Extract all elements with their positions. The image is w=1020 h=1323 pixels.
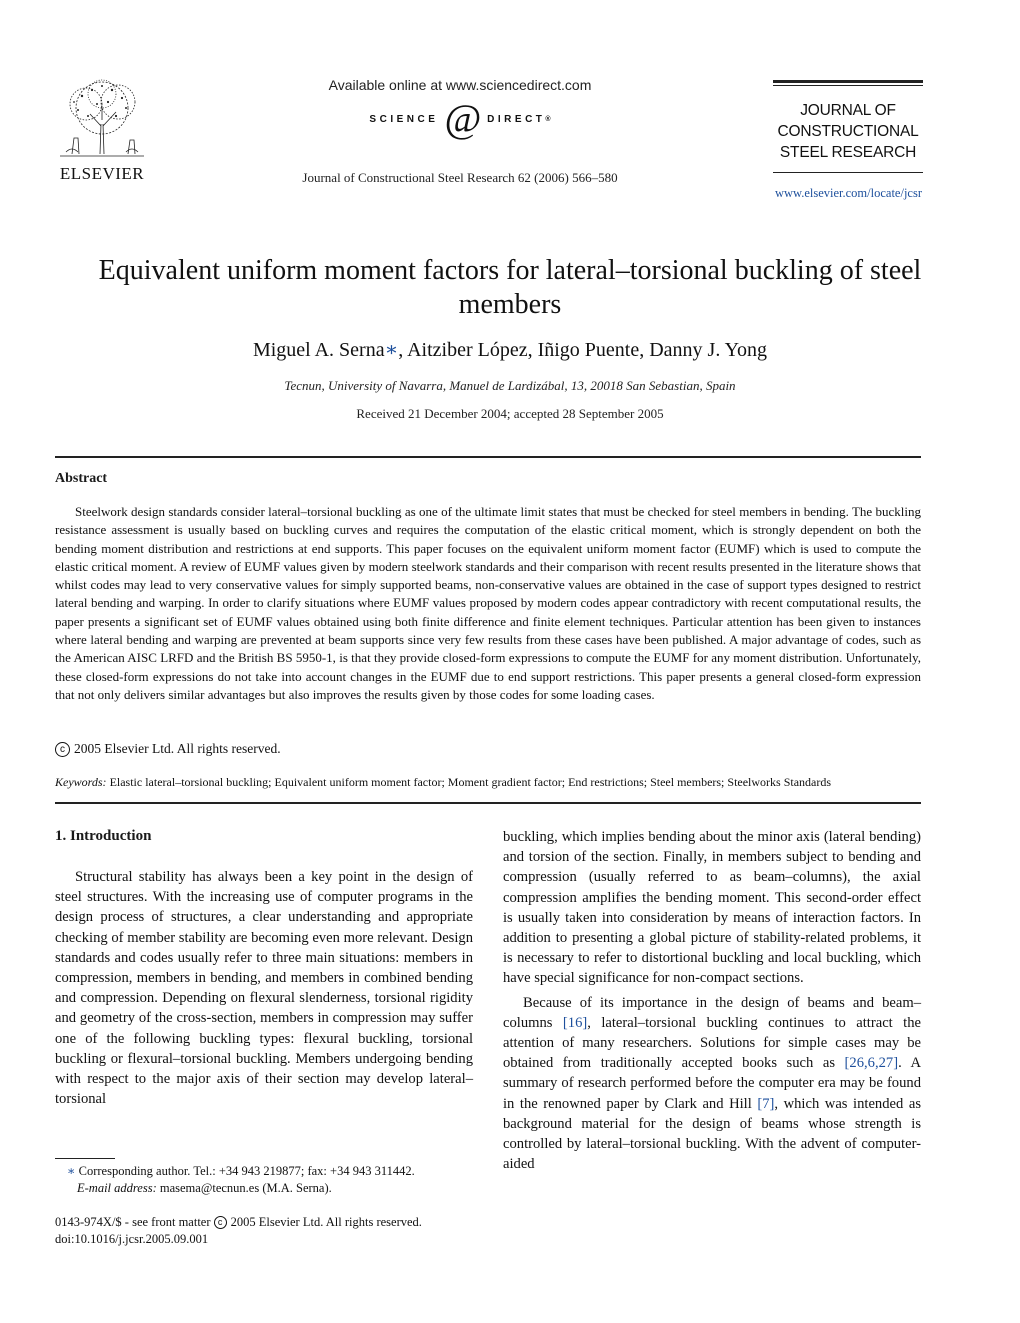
footnote-corresponding (55, 1163, 485, 1180)
sciencedirect-logo (300, 96, 620, 141)
elsevier-tree-icon (52, 76, 152, 162)
abstract-heading: Abstract (55, 471, 108, 486)
journal-top-rule (773, 80, 923, 83)
sd-science-text: SCIENCE (369, 113, 439, 125)
intro-paragraph-1-continued: buckling, which implies bending about the minor axis (lateral bending) and torsion of the section. Finally, in members subject to bending and compression (usually referred to as beam–columns), the axial compression amplifies the bending moment. This second-order effect is usually taken into consideration by means of interaction factors. In addition to presenting a global picture of stability-related problems, it is necessary to refer to distortional buckling and local buckling, which have special significance for non-compact sections. (503, 829, 921, 987)
keywords-list: Elastic lateral–torsional buckling; Equivalent uniform moment factor; Moment gradient factor; End restrictions; Steel members; Steelworks Standards (109, 775, 832, 789)
journal-citation: Journal of Constructional Steel Research 62 (2006) 566–580 (302, 170, 618, 185)
para2-text-b: , lateral–torsional buckling continues to attract the attention of many researchers. Solutions for simple cases may be obtained from traditionally accepted books such as (503, 1014, 921, 1072)
corresponding-author-link[interactable]: ∗ (384, 339, 399, 361)
email-label: E-mail address: (77, 1181, 157, 1195)
abstract-bottom-rule (55, 802, 921, 804)
left-column (55, 867, 473, 1109)
footnote-email (55, 1180, 485, 1197)
para2-text-c: . A summary of research performed before the computer era may be found in the renowned paper by Clark and Hill (503, 1055, 921, 1112)
journal-bottom-rule (773, 172, 923, 173)
sd-at-icon: @ (444, 96, 482, 141)
copyright-icon: c (55, 742, 70, 757)
author-serna: Miguel A. Serna (252, 339, 385, 361)
section-heading-introduction: 1. Introduction (55, 828, 152, 844)
available-online-text: Available online at www.sciencedirect.com (328, 77, 592, 93)
keywords (55, 775, 921, 790)
keywords-label: Keywords: (55, 775, 107, 789)
publisher-wordmark: ELSEVIER (59, 164, 145, 183)
received-dates: Received 21 December 2004; accepted 28 September 2005 (356, 406, 664, 421)
intro-paragraph-1: Structural stability has always been a key point in the design of steel structures. With the increasing use of computer programs in the design process of structures, a clear understanding and appropriate checking of member stability are becoming even more relevant. Design standards and codes usually refer to three main situations: members in compression, members in bending, and members in combined bending and compression. Depending on flexural slenderness, torsional rigidity and geometry of the cross-section, members in compression may suffer one of the following buckling types: flexural buckling, torsional buckling or flexural–torsional buckling. Members undergoing bending with respect to the major axis of their section may develop lateral–torsional (55, 869, 473, 1108)
journal-name (773, 100, 923, 163)
journal-name-line3: STEEL RESEARCH (779, 144, 917, 161)
journal-name-line1: JOURNAL OF (800, 102, 896, 119)
affiliation: Tecnun, University of Navarra, Manuel de Lardizábal, 13, 20018 San Sebastian, Spain (284, 378, 736, 393)
para2-text-a: Because of its importance in the design of beams and beam–columns (503, 994, 921, 1031)
footnote-rule (55, 1158, 115, 1159)
abstract-copyright (55, 741, 281, 757)
citation-link-7[interactable]: [7] (757, 1095, 775, 1112)
elsevier-logo (52, 76, 152, 186)
doi-link[interactable]: doi:10.1016/j.jcsr.2005.09.001 (55, 1231, 209, 1246)
author-list (60, 337, 960, 362)
other-authors: , Aitziber López, Iñigo Puente, Danny J. Yong (398, 339, 768, 361)
abstract-body: Steelwork design standards consider lateral–torsional buckling as one of the ultimate limit states that must be checked for steel members in bending. The buckling resistance assessment is usually based on buckling curves and requires the computation of the elastic critical moment, which is strongly dependent on both the bending moment distribution and restrictions at end supports. This paper focuses on the equivalent uniform moment factor (EUMF) which is used to compute the elastic critical moment. A review of EUMF values given by modern steelwork standards and their comparison with recent results presented in the literature shows that whilst codes may lead to very conservative values for simply supported beams, non-conservative values are obtained in the case of support types designed to restrict lateral bending and warping. In order to clarify situations where EUMF values proposed by modern codes appear contradictory with recent computational results, the paper presents a significant set of EUMF values obtained using both finite difference and finite element techniques. Particular attention has been given to instances where lateral bending and warping are prevented at beam supports since very few results from these cases have been published. A major advantage of codes, such as the American AISC LRFD and the British BS 5950-1, is that they provide closed-form expressions to compute the EUMF for any moment distribution. Unfortunately, these closed-form expressions do not take into account changes in the EUMF due to end support restrictions. This paper presents a general closed-form expression that not only delivers similar advantages but also improves the results given by those codes for some loading cases. (55, 504, 921, 702)
journal-url-link[interactable]: www.elsevier.com/locate/jcsr (774, 186, 922, 200)
article-title: Equivalent uniform moment factors for lateral–torsional buckling of steel members (98, 255, 922, 320)
sciencedirect-block (300, 77, 620, 141)
journal-name-box (773, 80, 923, 173)
journal-top-rule-thin (773, 85, 923, 86)
copyright-text: 2005 Elsevier Ltd. All rights reserved. (74, 741, 281, 756)
front-matter (55, 1214, 485, 1247)
journal-name-line2: CONSTRUCTIONAL (777, 123, 919, 140)
right-column (503, 827, 921, 1174)
issn-line (55, 1214, 485, 1231)
issn-text: 0143-974X/$ - see front matter (55, 1215, 211, 1229)
citation-link-26-6-27[interactable]: [26,6,27] (844, 1055, 899, 1072)
copyright-icon-small: c (214, 1216, 227, 1229)
footnote-corresponding-text: Corresponding author. Tel.: +34 943 219877; fax: +34 943 311442. (78, 1164, 415, 1178)
intro-paragraph-2 (503, 993, 921, 1175)
footnote (55, 1163, 485, 1197)
sd-direct-text: DIRECT (487, 113, 546, 125)
sd-registered-mark: ® (545, 115, 551, 123)
citation-link-16[interactable]: [16] (562, 1014, 588, 1031)
abstract-top-rule (55, 456, 921, 458)
para2-text-d: , which was intended as background material for the design of beams whose strength is controlled by lateral–torsional buckling. With the advent of computer-aided (503, 1095, 922, 1173)
email-address-link[interactable]: masema@tecnun.es (M.A. Serna). (159, 1181, 332, 1195)
footnote-symbol: ∗ (67, 1164, 76, 1178)
issn-copyright: 2005 Elsevier Ltd. All rights reserved. (230, 1215, 422, 1229)
